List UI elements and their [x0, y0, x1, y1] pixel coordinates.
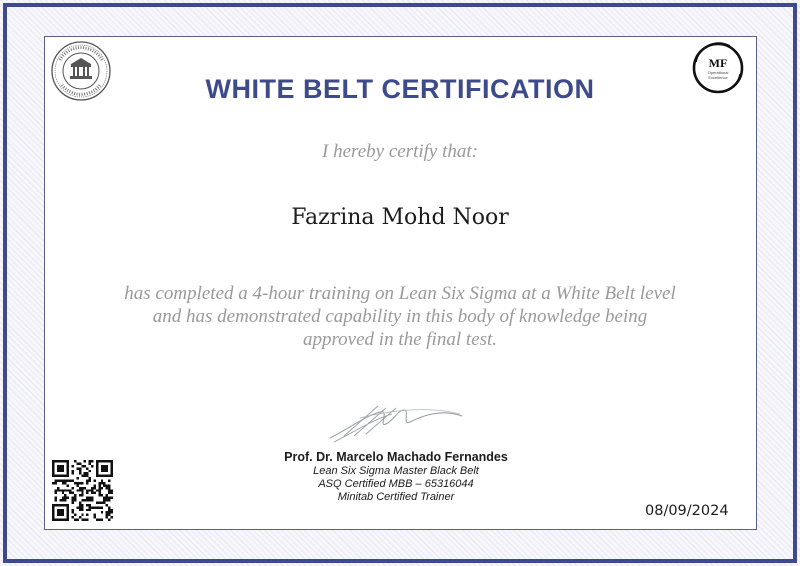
- signature-image: [320, 398, 470, 446]
- svg-text:MF: MF: [708, 56, 728, 70]
- signatory-credential: ASQ Certified MBB – 65316044: [318, 478, 474, 490]
- qr-code-icon: [52, 460, 113, 521]
- certification-intro: I hereby certify that:: [322, 141, 478, 162]
- signatory-credential: Minitab Certified Trainer: [337, 491, 455, 503]
- signatory-credential: Lean Six Sigma Master Black Belt: [313, 465, 479, 477]
- certificate-title: WHITE BELT CERTIFICATION: [205, 74, 595, 104]
- svg-text:Operational: Operational: [707, 70, 729, 75]
- svg-text:Excellence: Excellence: [708, 75, 728, 80]
- signatory-name: Prof. Dr. Marcelo Machado Fernandes: [284, 450, 508, 464]
- signatory-block: [0, 449, 800, 504]
- recipient-name: Fazrina Mohd Noor: [291, 205, 509, 230]
- issue-date: 08/09/2024: [645, 503, 729, 519]
- certification-statement: has completed a 4-hour training on Lean Six Sigma at a White Belt level and has demonstrated capability in this body of knowledge being approved in the final test.: [124, 283, 676, 350]
